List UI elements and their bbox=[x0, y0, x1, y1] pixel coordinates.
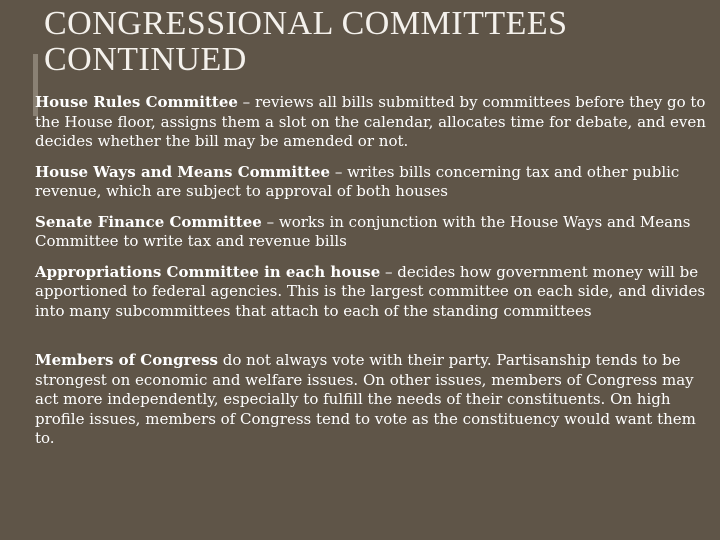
slide-title bbox=[44, 6, 704, 78]
description-house-rules: – reviews all bills submitted by committees before they go to the House floor, assigns them a slot on the calendar, allocates time for debate, and even decides whether the bill may be amended or not. bbox=[35, 93, 706, 150]
paragraph-appropriations bbox=[35, 263, 707, 322]
paragraph-members-of-congress bbox=[35, 351, 707, 449]
paragraph-senate-finance bbox=[35, 213, 707, 252]
term-senate-finance: Senate Finance Committee bbox=[35, 212, 262, 231]
description-members-of-congress: do not always vote with their party. Partisanship tends to be strongest on economic and welfare issues. On other issues, members of Congress may act more independently, especially to fulfill the needs of their constituents. On high profile issues, members of Congress tend to vote as the constituency would want them to. bbox=[35, 351, 696, 447]
term-members-of-congress: Members of Congress bbox=[35, 351, 218, 369]
slide-title-line-2: CONTINUED bbox=[44, 41, 247, 78]
term-appropriations: Appropriations Committee in each house bbox=[35, 262, 381, 281]
term-ways-and-means: House Ways and Means Committee bbox=[35, 162, 331, 181]
slide-title-line-1: CONGRESSIONAL COMMITTEES bbox=[44, 5, 568, 42]
description-ways-and-means: – writes bills concerning tax and other public revenue, which are subject to approval of both houses bbox=[35, 162, 680, 200]
description-senate-finance: – works in conjunction with the House Ways and Means Committee to write tax and revenue bills bbox=[35, 212, 691, 250]
term-house-rules: House Rules Committee bbox=[35, 93, 238, 111]
description-appropriations: – decides how government money will be apportioned to federal agencies. This is the largest committee on each side, and divides into many subcommittees that attach to each of the standing committees bbox=[35, 262, 706, 320]
slide-body bbox=[35, 93, 707, 460]
paragraph-house-rules bbox=[35, 93, 707, 152]
paragraph-ways-and-means bbox=[35, 163, 707, 202]
